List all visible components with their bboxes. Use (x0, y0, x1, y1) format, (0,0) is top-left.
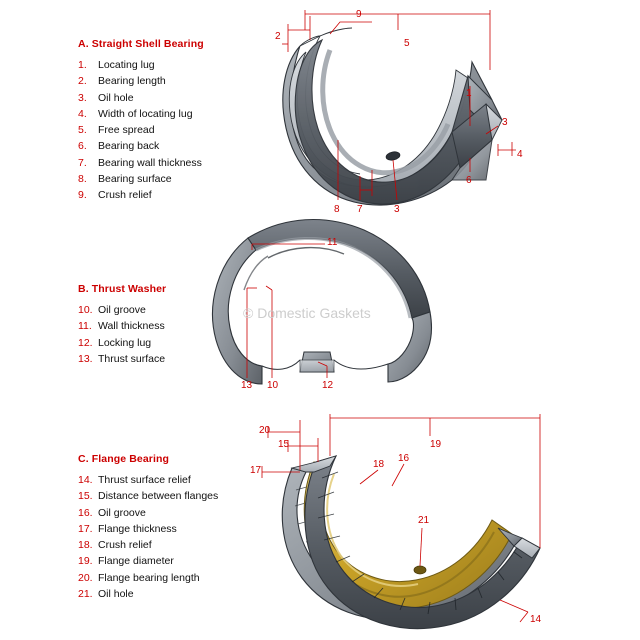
legend-item (78, 138, 278, 154)
legend-item (78, 351, 278, 367)
legend-item (78, 335, 278, 351)
legend-item (78, 521, 278, 537)
legend-item-number: 6. (78, 140, 87, 153)
legend-thrust-washer (78, 283, 278, 367)
callout-b12: 12 (322, 380, 334, 391)
legend-item-label: Bearing wall thickness (98, 156, 202, 169)
legend-b-title: B. Thrust Washer (78, 283, 167, 295)
legend-item-number: 12. (78, 336, 93, 349)
legend-item (78, 122, 278, 138)
legend-item (78, 570, 278, 586)
callout-a3: 3 (502, 117, 508, 128)
callout-c20: 20 (259, 425, 271, 436)
callout-a4: 4 (517, 149, 523, 160)
legend-item (78, 73, 278, 89)
legend-item-number: 2. (78, 75, 87, 88)
callout-a6: 6 (466, 175, 472, 186)
legend-item-label: Width of locating lug (98, 107, 193, 120)
legend-item-number: 15. (78, 490, 93, 503)
legend-item-label: Flange thickness (98, 522, 177, 535)
legend-a-list (78, 57, 278, 203)
legend-item (78, 553, 278, 569)
legend-item-label: Oil groove (98, 506, 146, 519)
legend-item-label: Free spread (98, 124, 155, 137)
legend-item-number: 3. (78, 91, 87, 104)
callout-a1: 1 (466, 88, 472, 99)
legend-item (78, 586, 278, 602)
callout-a2: 2 (275, 31, 281, 42)
legend-item-number: 10. (78, 304, 93, 316)
legend-item (78, 155, 278, 171)
legend-item-label: Bearing surface (98, 172, 172, 185)
legend-flange-bearing (78, 453, 278, 602)
legend-item-label: Oil hole (98, 91, 134, 104)
callout-a8: 8 (334, 204, 340, 215)
legend-a-title: A. Straight Shell Bearing (78, 38, 204, 50)
legend-item-number: 18. (78, 539, 93, 552)
legend-item-number: 20. (78, 571, 93, 584)
legend-item-number: 5. (78, 124, 87, 137)
watermark: © Domestic Gaskets (243, 305, 371, 321)
callout-a7: 7 (357, 204, 363, 215)
legend-item (78, 302, 278, 318)
legend-item (78, 171, 278, 187)
callout-b11: 11 (327, 237, 338, 248)
legend-item-label: Bearing back (98, 140, 160, 153)
callout-a9: 9 (356, 9, 362, 20)
legend-item (78, 505, 278, 521)
legend-item (78, 537, 278, 553)
legend-item-number: 19. (78, 555, 93, 568)
callout-b10: 10 (267, 380, 279, 391)
callout-c21: 21 (418, 515, 430, 526)
callout-c18: 18 (373, 459, 385, 470)
legend-item (78, 57, 278, 73)
legend-item-number: 14. (78, 474, 93, 486)
legend-item-label: Thrust surface relief (98, 474, 191, 486)
legend-item-number: 4. (78, 107, 87, 120)
legend-item (78, 318, 278, 334)
legend-c-title: C. Flange Bearing (78, 453, 170, 465)
callout-c15: 15 (278, 439, 290, 450)
legend-item-number: 21. (78, 587, 93, 600)
legend-item-label: Distance between flanges (98, 490, 219, 503)
legend-straight-shell-bearing (78, 38, 278, 203)
legend-c-list (78, 472, 278, 602)
legend-item-number: 11. (78, 320, 92, 333)
callout-a5: 5 (404, 38, 410, 49)
legend-item-number: 8. (78, 172, 87, 185)
legend-item-label: Thrust surface (98, 352, 166, 365)
legend-item-label: Oil hole (98, 587, 134, 600)
legend-item-label: Locating lug (98, 59, 155, 71)
legend-b-list (78, 302, 278, 367)
legend-item (78, 488, 278, 504)
legend-item-label: Crush relief (98, 539, 152, 552)
legend-item-label: Crush relief (98, 189, 152, 202)
legend-item-label: Flange bearing length (98, 571, 200, 584)
legend-item (78, 472, 278, 488)
legend-item-number: 16. (78, 506, 93, 519)
callout-b13: 13 (241, 380, 253, 391)
legend-item-label: Oil groove (98, 304, 146, 316)
legend-item-label: Locking lug (98, 336, 152, 349)
flange-bearing-drawing (282, 453, 540, 629)
callout-c19: 19 (430, 439, 442, 450)
legend-item-label: Flange diameter (98, 555, 174, 568)
callout-c16: 16 (398, 453, 410, 464)
callout-c17: 17 (250, 465, 262, 476)
legend-item-number: 17. (78, 522, 93, 535)
legend-item-number: 7. (78, 156, 87, 169)
callout-a3-lower: 3 (394, 204, 400, 215)
legend-item (78, 106, 278, 122)
legend-item-number: 13. (78, 352, 93, 365)
callout-c14: 14 (530, 614, 542, 625)
legend-item-number: 1. (78, 59, 87, 71)
legend-item (78, 187, 278, 203)
legend-item-number: 9. (78, 189, 87, 202)
legend-item-label: Bearing length (98, 75, 166, 88)
legend-item (78, 90, 278, 106)
legend-item-label: Wall thickness (98, 320, 165, 333)
